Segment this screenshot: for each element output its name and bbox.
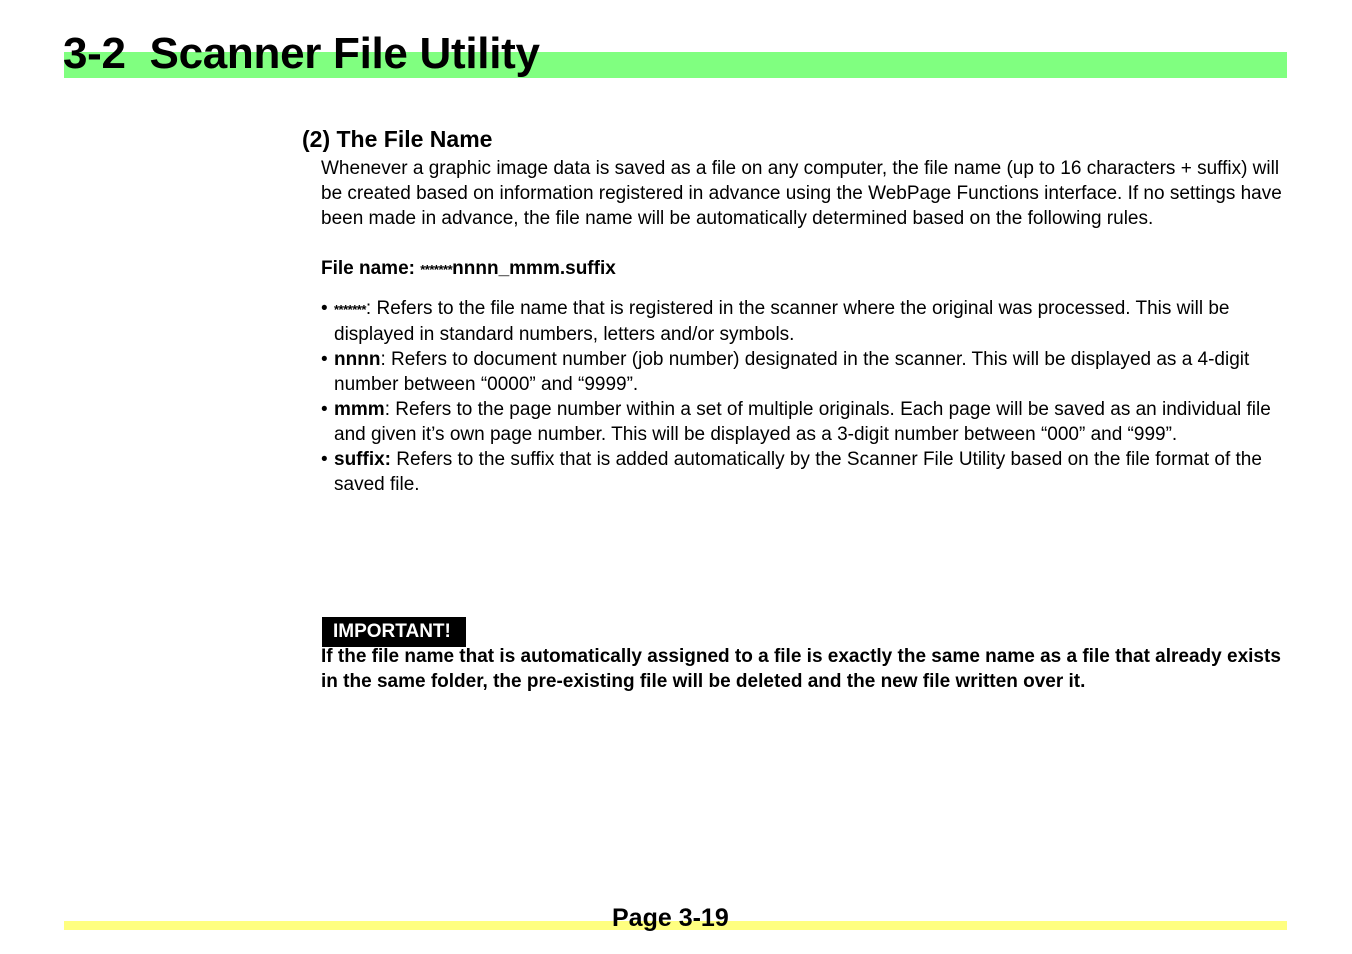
page-title: 3-2 Scanner File Utility [63,29,540,78]
list-item [321,447,1289,497]
list-item-separator: : [384,399,396,420]
list-item [321,397,1289,447]
section-heading: (2) The File Name [302,126,493,152]
intro-paragraph: Whenever a graphic image data is saved as a file on any computer, the file name (up to 16 characters + suffix) will be created based on information registered in advance using the WebPage Functions interface. If no settings have been made in advance, the file name will be automatically determined based on the following rules. [321,158,1282,229]
list-item-separator: : [380,349,391,370]
list-item-text: Refers to the suffix that is added automatically by the Scanner File Utility based on the file format of the saved file. [334,449,1262,495]
bullet-marker: • [321,349,328,370]
rules-list [321,296,1289,497]
filename-pattern: nnnn_mmm.suffix [452,258,616,279]
filename-stars: ******* [420,262,453,277]
list-item-term: mmm [334,399,385,420]
filename-label: File name: [321,258,421,279]
bullet-marker: • [321,298,328,319]
list-item-text: Refers to the page number within a set of multiple originals. Each page will be saved as an individual file and given it’s own page number. This will be displayed as a 3-digit number between “000” and “999”. [334,399,1271,445]
list-item-text: Refers to the file name that is registered in the scanner where the original was processed. This will be displayed in standard numbers, letters and/or symbols. [334,298,1230,345]
list-item-text: Refers to document number (job number) designated in the scanner. This will be displayed as a 4-digit number between “0000” and “9999”. [334,349,1250,395]
list-item-term: suffix: [334,449,391,470]
filename-format [321,256,1289,282]
list-item [321,296,1289,347]
bullet-marker: • [321,399,328,420]
list-item-term: ******* [334,302,366,317]
list-item [321,347,1289,397]
section-body [321,156,1289,497]
important-notice: If the file name that is automatically assigned to a file is exactly the same name as a file that already exists in the same folder, the pre-existing file will be deleted and the new file written over it. [321,646,1281,692]
bullet-marker: • [321,449,328,470]
page-number: Page 3-19 [612,904,729,932]
important-badge: IMPORTANT! [322,617,466,647]
list-item-term: nnnn [334,349,381,370]
list-item-separator: : [365,298,377,319]
